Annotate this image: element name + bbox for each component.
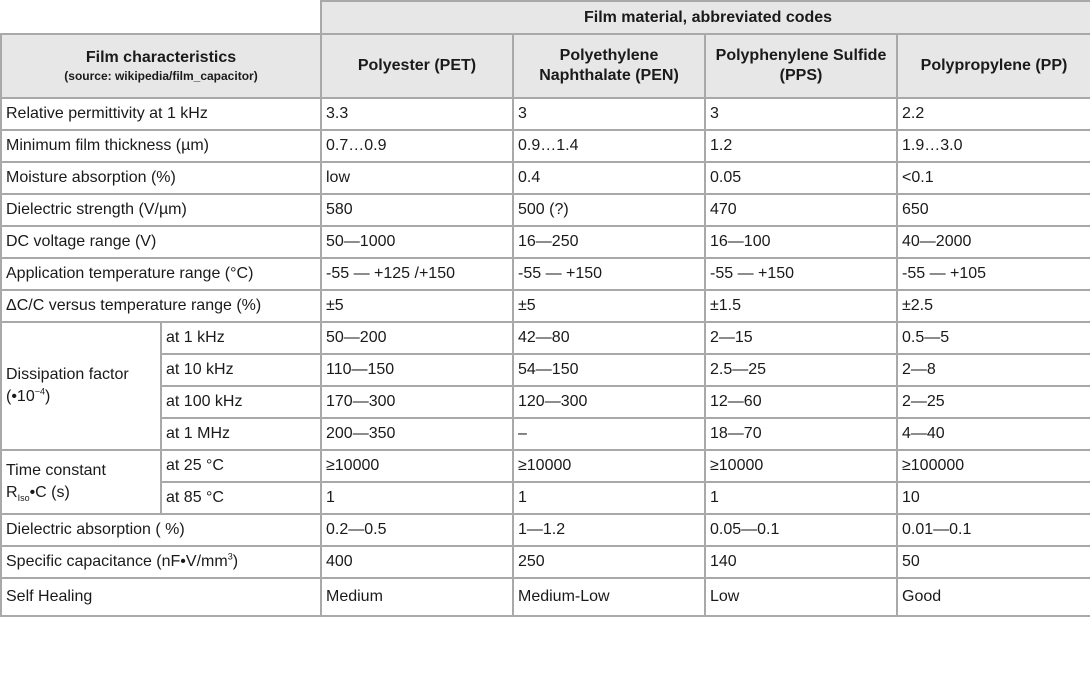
- sub-row-label: at 25 °C: [161, 450, 321, 482]
- cell-pen: -55 — +150: [513, 258, 705, 290]
- column-header-pp: Polypropylene (PP): [897, 34, 1090, 98]
- cell-pps: 140: [705, 546, 897, 578]
- cell-pet: ≥10000: [321, 450, 513, 482]
- dissipation-unit-suffix: ): [45, 388, 51, 405]
- cell-pen: 250: [513, 546, 705, 578]
- cell-pp: 2—8: [897, 354, 1090, 386]
- cell-pps: 2.5—25: [705, 354, 897, 386]
- header-row: [1, 34, 1090, 98]
- row-label: Relative permittivity at 1 kHz: [1, 98, 321, 130]
- time-constant-subscript: Iso: [17, 493, 30, 504]
- sub-row-label: at 10 kHz: [161, 354, 321, 386]
- cell-pet: 0.2—0.5: [321, 514, 513, 546]
- cell-pps: -55 — +150: [705, 258, 897, 290]
- cell-pet: 580: [321, 194, 513, 226]
- row-label: Application temperature range (°C): [1, 258, 321, 290]
- column-header-pps: Polyphenylene Sulfide (PPS): [705, 34, 897, 98]
- specific-capacitance-exponent: 3: [227, 551, 233, 562]
- sub-row-label: at 100 kHz: [161, 386, 321, 418]
- table-row: [1, 546, 1090, 578]
- cell-pp: ≥100000: [897, 450, 1090, 482]
- cell-pp: <0.1: [897, 162, 1090, 194]
- cell-pps: Low: [705, 578, 897, 616]
- sub-row-label: at 1 kHz: [161, 322, 321, 354]
- cell-pet: Medium: [321, 578, 513, 616]
- dissipation-unit-prefix: (•10: [6, 388, 35, 405]
- cell-pet: 3.3: [321, 98, 513, 130]
- cell-pet: low: [321, 162, 513, 194]
- cell-pp: ±2.5: [897, 290, 1090, 322]
- cell-pet: 50—200: [321, 322, 513, 354]
- sub-row-label: at 1 MHz: [161, 418, 321, 450]
- table-row: [1, 162, 1090, 194]
- table-row: [1, 578, 1090, 616]
- cell-pen: 16—250: [513, 226, 705, 258]
- cell-pps: 18—70: [705, 418, 897, 450]
- row-label: Minimum film thickness (µm): [1, 130, 321, 162]
- cell-pen: 54—150: [513, 354, 705, 386]
- row-label: Moisture absorption (%): [1, 162, 321, 194]
- cell-pps: 470: [705, 194, 897, 226]
- cell-pet: 400: [321, 546, 513, 578]
- time-constant-title: Time constant: [6, 462, 106, 479]
- cell-pps: 12—60: [705, 386, 897, 418]
- cell-pen: ≥10000: [513, 450, 705, 482]
- row-label: Self Healing: [1, 578, 321, 616]
- cell-pp: 0.5—5: [897, 322, 1090, 354]
- cell-pps: 1.2: [705, 130, 897, 162]
- cell-pp: 1.9…3.0: [897, 130, 1090, 162]
- row-label: Dielectric strength (V/µm): [1, 194, 321, 226]
- time-constant-rest: •C (s): [29, 484, 70, 501]
- cell-pp: 2.2: [897, 98, 1090, 130]
- cell-pp: 650: [897, 194, 1090, 226]
- cell-pet: 170—300: [321, 386, 513, 418]
- row-label: Dielectric absorption ( %): [1, 514, 321, 546]
- cell-pp: 50: [897, 546, 1090, 578]
- header-blank-cell: [1, 1, 321, 34]
- dissipation-unit-exponent: −4: [34, 386, 45, 397]
- cell-pen: 3: [513, 98, 705, 130]
- cell-pen: 1—1.2: [513, 514, 705, 546]
- table-row: [1, 98, 1090, 130]
- cell-pp: Good: [897, 578, 1090, 616]
- cell-pp: 0.01—0.1: [897, 514, 1090, 546]
- cell-pet: -55 — +125 /+150: [321, 258, 513, 290]
- cell-pps: 1: [705, 482, 897, 514]
- film-characteristics-header: [1, 34, 321, 98]
- cell-pps: ≥10000: [705, 450, 897, 482]
- cell-pp: 10: [897, 482, 1090, 514]
- column-header-pet: Polyester (PET): [321, 34, 513, 98]
- table-row: [1, 258, 1090, 290]
- row-label: DC voltage range (V): [1, 226, 321, 258]
- cell-pen: Medium-Low: [513, 578, 705, 616]
- time-constant-label: [1, 450, 161, 514]
- table-row: [1, 290, 1090, 322]
- table-row: [1, 386, 1090, 418]
- column-header-pen: Polyethylene Naphthalate (PEN): [513, 34, 705, 98]
- cell-pen: ±5: [513, 290, 705, 322]
- cell-pen: –: [513, 418, 705, 450]
- table-row: [1, 450, 1090, 482]
- cell-pet: 0.7…0.9: [321, 130, 513, 162]
- cell-pp: 40—2000: [897, 226, 1090, 258]
- cell-pps: 0.05: [705, 162, 897, 194]
- cell-pp: 4—40: [897, 418, 1090, 450]
- cell-pet: 200—350: [321, 418, 513, 450]
- film-material-header: Film material, abbreviated codes: [321, 1, 1090, 34]
- cell-pps: 3: [705, 98, 897, 130]
- cell-pen: 1: [513, 482, 705, 514]
- cell-pps: 2—15: [705, 322, 897, 354]
- table-row: [1, 322, 1090, 354]
- cell-pet: ±5: [321, 290, 513, 322]
- cell-pps: 0.05—0.1: [705, 514, 897, 546]
- table-row: [1, 130, 1090, 162]
- cell-pp: 2—25: [897, 386, 1090, 418]
- cell-pen: 42—80: [513, 322, 705, 354]
- dissipation-factor-label: [1, 322, 161, 450]
- cell-pen: 500 (?): [513, 194, 705, 226]
- table-row: [1, 354, 1090, 386]
- source-note: (source: wikipedia/film_capacitor): [64, 69, 258, 83]
- table-row: [1, 482, 1090, 514]
- sub-row-label: at 85 °C: [161, 482, 321, 514]
- specific-capacitance-label: Specific capacitance (nF•V/mm: [6, 553, 228, 570]
- cell-pen: 0.4: [513, 162, 705, 194]
- cell-pet: 50—1000: [321, 226, 513, 258]
- table-row: [1, 194, 1090, 226]
- table-row: [1, 418, 1090, 450]
- film-characteristics-title: Film characteristics: [85, 49, 237, 66]
- table-row: [1, 514, 1090, 546]
- cell-pet: 110—150: [321, 354, 513, 386]
- cell-pps: ±1.5: [705, 290, 897, 322]
- dissipation-factor-title: Dissipation factor: [6, 366, 129, 383]
- cell-pen: 0.9…1.4: [513, 130, 705, 162]
- table-row: [1, 226, 1090, 258]
- cell-pp: -55 — +105: [897, 258, 1090, 290]
- time-constant-r: R: [6, 484, 18, 501]
- cell-pps: 16—100: [705, 226, 897, 258]
- cell-pen: 120—300: [513, 386, 705, 418]
- row-label: ΔC/C versus temperature range (%): [1, 290, 321, 322]
- cell-pet: 1: [321, 482, 513, 514]
- specific-capacitance-suffix: ): [232, 553, 239, 570]
- header-group-row: [1, 1, 1090, 34]
- row-label: [1, 546, 321, 578]
